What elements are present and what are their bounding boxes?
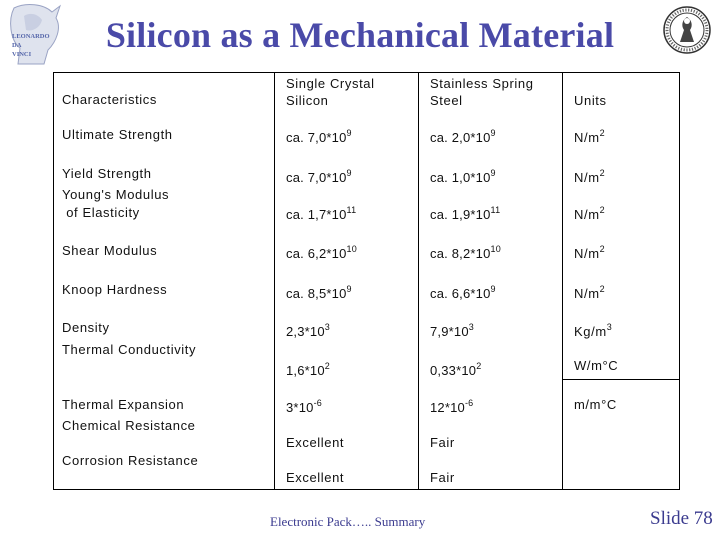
unit-thermal-expansion: m/m°C	[574, 397, 617, 412]
unit-youngs-modulus: $N/m^2$	[574, 204, 606, 222]
steel-yield-strength: ca. $1,0*10^9$	[430, 167, 496, 185]
row-label-youngs-modulus: Young's Modulus	[62, 187, 170, 202]
logo-line-2: DA	[12, 42, 22, 49]
header-silicon-line2: Silicon	[286, 93, 329, 108]
steel-youngs-modulus: ca. $1,9*10^{11}$	[430, 204, 501, 222]
unit-thermal-conductivity: W/m°C	[574, 358, 619, 373]
row-label-youngs-modulus-line2: of Elasticity	[62, 205, 140, 220]
silicon-ultimate-strength: ca. $7,0*10^9$	[286, 127, 352, 145]
properties-table	[53, 72, 680, 490]
row-divider	[562, 379, 680, 380]
column-divider	[418, 73, 419, 489]
column-divider	[562, 73, 563, 489]
header-characteristics: Characteristics	[62, 92, 157, 107]
header-units: Units	[574, 93, 607, 108]
row-label-thermal-conductivity: Thermal Conductivity	[62, 342, 197, 357]
row-label-knoop-hardness: Knoop Hardness	[62, 282, 168, 297]
silicon-knoop-hardness: ca. $8,5*10^9$	[286, 283, 352, 301]
header-steel-line2: Steel	[430, 93, 463, 108]
unit-shear-modulus: $N/m^2$	[574, 243, 606, 261]
unit-ultimate-strength: $N/m^2$	[574, 127, 606, 145]
steel-density: $7,9*10^3$	[430, 321, 475, 339]
row-label-chemical-resistance: Chemical Resistance	[62, 418, 196, 433]
steel-ultimate-strength: ca. $2,0*10^9$	[430, 127, 496, 145]
silicon-corrosion-resistance: Excellent	[286, 470, 345, 485]
steel-thermal-conductivity: $0,33*10^2$	[430, 360, 482, 378]
row-label-thermal-expansion: Thermal Expansion	[62, 397, 185, 412]
steel-chemical-resistance: Fair	[430, 435, 455, 450]
silicon-chemical-resistance: Excellent	[286, 435, 345, 450]
steel-thermal-expansion: $12*10^{-6}$	[430, 397, 474, 415]
row-label-ultimate-strength: Ultimate Strength	[62, 127, 173, 142]
silicon-youngs-modulus: ca. $1,7*10^{11}$	[286, 204, 357, 222]
unit-density: $Kg/m^3$	[574, 321, 613, 339]
row-label-yield-strength: Yield Strength	[62, 166, 152, 181]
steel-knoop-hardness: ca. $6,6*10^9$	[430, 283, 496, 301]
row-label-density: Density	[62, 320, 110, 335]
silicon-thermal-conductivity: $1,6*10^2$	[286, 360, 331, 378]
silicon-yield-strength: ca. $7,0*10^9$	[286, 167, 352, 185]
unit-knoop-hardness: $N/m^2$	[574, 283, 606, 301]
silicon-shear-modulus: ca. $6,2*10^{10}$	[286, 243, 357, 261]
logo-line-3: VINCI	[12, 51, 32, 58]
steel-shear-modulus: ca. $8,2*10^{10}$	[430, 243, 501, 261]
steel-corrosion-resistance: Fair	[430, 470, 455, 485]
header-silicon-line1: Single Crystal	[286, 76, 375, 91]
slide-title: Silicon as a Mechanical Material	[105, 15, 615, 55]
university-seal-icon	[662, 4, 712, 56]
row-label-shear-modulus: Shear Modulus	[62, 243, 158, 258]
header-steel-line1: Stainless Spring	[430, 76, 534, 91]
row-label-corrosion-resistance: Corrosion Resistance	[62, 453, 199, 468]
logo-line-1: LEONARDO	[12, 33, 50, 40]
slide-number: Slide 78	[650, 508, 713, 529]
silicon-thermal-expansion: $3*10^{-6}$	[286, 397, 322, 415]
unit-yield-strength: $N/m^2$	[574, 167, 606, 185]
silicon-density: $2,3*10^3$	[286, 321, 331, 339]
footer-text: Electronic Pack….. Summary	[270, 514, 426, 529]
column-divider	[274, 73, 275, 489]
